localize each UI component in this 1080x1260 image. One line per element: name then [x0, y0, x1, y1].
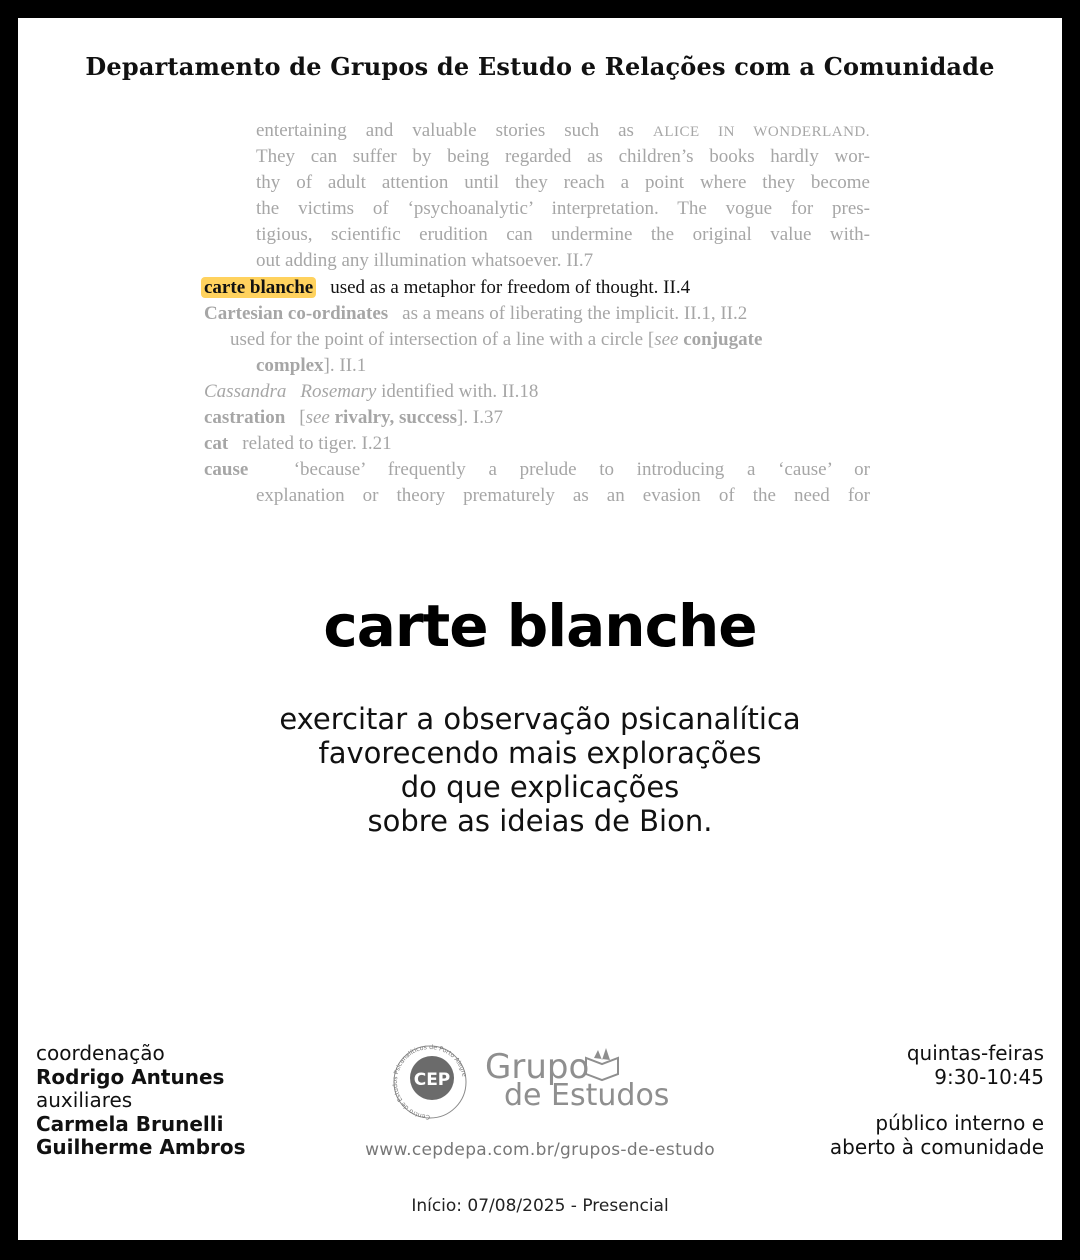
meeting-day: quintas-feiras	[906, 1041, 1044, 1065]
logo-ring-text: Centro de Estudos Psicanalíticos de Porto Alegre	[391, 1043, 468, 1121]
main-title: carte blanche	[323, 592, 757, 660]
excerpt-line: thy of adult attention until they reach a point where they become	[256, 172, 870, 194]
subtitle-line: favorecendo mais explorações	[318, 736, 762, 770]
cep-letters: CEP	[413, 1070, 451, 1090]
entry-cassandra: Cassandra Rosemary identified with. II.18	[204, 380, 539, 402]
subtitle	[0, 702, 1080, 838]
book-excerpt	[204, 118, 870, 509]
assistants-label: auxiliares	[36, 1088, 133, 1112]
excerpt-line: explanation or theory prematurely as an evasion of the need for	[256, 485, 870, 507]
open-book-icon	[586, 1048, 618, 1080]
cep-logo	[390, 1038, 700, 1128]
excerpt-line: They can suffer by being regarded as children’s books hardly wor-	[256, 146, 870, 168]
logo-de-estudos: de Estudos	[504, 1078, 670, 1113]
meeting-time: 9:30-10:45	[934, 1064, 1044, 1089]
start-date: Início: 07/08/2025 - Presencial	[411, 1196, 669, 1216]
logo-grupo: Grupo	[485, 1047, 590, 1087]
website-link[interactable]: www.cepdepa.com.br/grupos-de-estudo	[365, 1140, 715, 1160]
coordinator-name: Rodrigo Antunes	[36, 1064, 225, 1089]
entry-cause: cause ‘because’ frequently a prelude to introducing a ‘cause’ or	[204, 459, 871, 481]
excerpt-line: the victims of ‘psychoanalytic’ interpretation. The vogue for pres-	[256, 198, 870, 220]
highlighted-term: carte blanche	[201, 277, 316, 298]
entry-cartesian: Cartesian co-ordinates as a means of liberating the implicit. II.1, II.2	[204, 302, 748, 324]
schedule-block	[830, 1042, 1044, 1159]
subtitle-line: sobre as ideias de Bion.	[367, 804, 713, 838]
excerpt-line: entertaining and valuable stories such as ALICE IN WONDERLAND.	[256, 120, 870, 141]
excerpt-line: used for the point of intersection of a line with a circle [see conjugate	[230, 328, 763, 350]
cep-logo-graphic	[390, 1038, 700, 1128]
audience-line: público interno e	[875, 1111, 1044, 1135]
audience-line: aberto à comunidade	[829, 1134, 1044, 1159]
assistant-name: Carmela Brunelli	[36, 1111, 224, 1136]
entry-cat: cat related to tiger. I.21	[204, 433, 392, 455]
excerpt-line: complex]. II.1	[256, 354, 367, 376]
coordination-label: coordenação	[36, 1041, 165, 1065]
entry-castration: castration [see rivalry, success]. I.37	[204, 407, 503, 429]
subtitle-line: do que explicações	[400, 770, 680, 804]
excerpt-line: tigious, scientific erudition can undermine the original value with-	[256, 224, 870, 246]
entry-carte-blanche: carte blanche used as a metaphor for freedom of thought. II.4	[204, 275, 870, 301]
excerpt-line: out adding any illumination whatsoever. II.7	[256, 250, 594, 272]
subtitle-line: exercitar a observação psicanalítica	[279, 702, 801, 736]
department-title: Departamento de Grupos de Estudo e Relações com a Comunidade	[85, 52, 995, 81]
assistant-name: Guilherme Ambros	[36, 1135, 246, 1159]
